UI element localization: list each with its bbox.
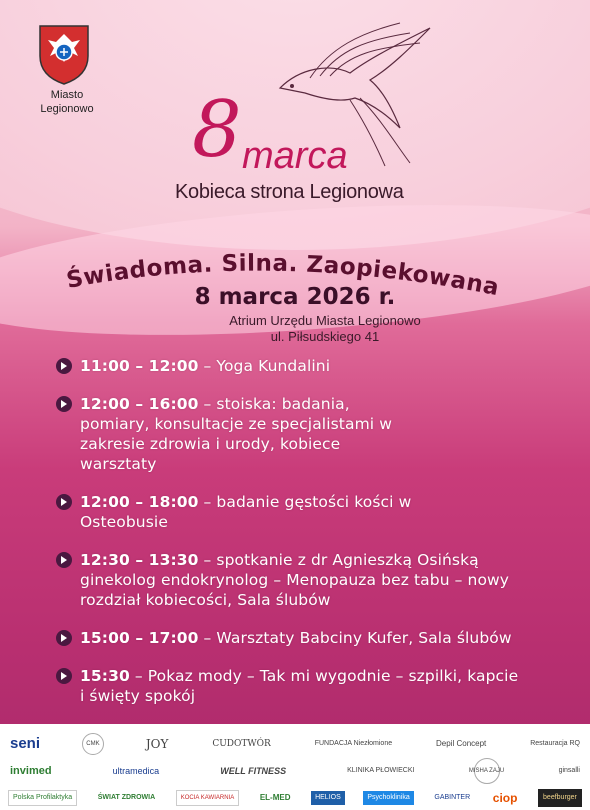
- city-crest-icon: [36, 22, 92, 86]
- sponsor-logo: CUDOTWÓR: [212, 738, 271, 749]
- agenda-desc: – stoiska: badania, pomiary, konsultacje ze specjalistami w zakresie zdrowia i urody, kobiece warsztaty: [80, 395, 392, 473]
- agenda-item: [56, 550, 526, 610]
- agenda-item-text: [80, 666, 526, 706]
- sponsor-logo: ŚWIAT ZDROWIA: [97, 794, 156, 801]
- agenda-time: 15:30: [80, 667, 130, 685]
- venue-line1: Atrium Urzędu Miasta Legionowo: [229, 313, 421, 328]
- city-name-line1: Miasto: [50, 89, 84, 101]
- sponsor-logo: KLINIKA PŁOWIECKI: [347, 767, 415, 774]
- sponsor-logo: invimed: [10, 764, 52, 777]
- agenda-item-text: [80, 394, 416, 474]
- city-name-line2: Legionowo: [40, 103, 94, 115]
- sponsor-logo: ciop: [492, 790, 518, 805]
- event-tagline: Kobieca strona Legionowa: [175, 181, 404, 203]
- sponsor-logo: Polska Profilaktyka: [8, 790, 77, 806]
- agenda-desc: – spotkanie z dr Agnieszką Osińską ginekolog endokrynolog – Menopauza bez tabu – nowy rozdział kobiecości, Sala ślubów: [80, 551, 510, 609]
- arrow-bullet-icon: [56, 552, 72, 568]
- agenda-time: 15:00 – 17:00: [80, 629, 199, 647]
- agenda-time: 12:30 – 13:30: [80, 551, 199, 569]
- sponsor-logo: seni: [10, 735, 41, 752]
- event-number: 8: [192, 85, 242, 175]
- arrow-bullet-icon: [56, 630, 72, 646]
- event-date: 8 marca 2026 r.: [194, 284, 396, 310]
- sponsor-logo: HELIOS: [311, 791, 345, 805]
- agenda-item-text: [80, 550, 526, 610]
- sponsor-logo: Psychoklinika: [363, 791, 413, 805]
- city-name: [22, 88, 112, 116]
- sponsor-logo: beefburger: [538, 789, 582, 807]
- agenda-desc: – badanie gęstości kości w Osteobusie: [80, 493, 412, 531]
- agenda-item: [56, 394, 416, 474]
- slogan-text: Świadoma. Silna. Zaopiekowana: [64, 250, 502, 302]
- sponsor-logo: Depil Concept: [436, 739, 487, 748]
- sponsor-logo: JOY: [145, 736, 169, 751]
- agenda-time: 12:00 – 18:00: [80, 493, 199, 511]
- agenda-item: [56, 492, 426, 532]
- agenda-list: [56, 356, 566, 724]
- sponsor-logo: Restauracja RQ: [530, 740, 580, 747]
- arrow-bullet-icon: [56, 494, 72, 510]
- agenda-desc: – Yoga Kundalini: [198, 357, 331, 375]
- agenda-item-text: [80, 628, 566, 648]
- agenda-item: [56, 666, 526, 706]
- event-month: marca: [242, 135, 348, 177]
- sponsor-logo: KOCIA KAWIARNIA: [176, 790, 239, 806]
- sponsor-logo: ginsalli: [558, 767, 580, 774]
- agenda-item-text: [80, 356, 566, 376]
- sponsor-logo: WELL FITNESS: [220, 765, 287, 776]
- arrow-bullet-icon: [56, 668, 72, 684]
- sponsor-logo: CMK: [82, 733, 104, 755]
- sponsor-logo: GABINTER: [434, 794, 471, 801]
- sponsor-logo: MISHA ZAJU: [474, 758, 500, 784]
- agenda-item: [56, 628, 566, 648]
- venue-line2: ul. Piłsudskiego 41: [270, 329, 380, 344]
- arrow-bullet-icon: [56, 358, 72, 374]
- arrow-bullet-icon: [56, 396, 72, 412]
- sponsors-row-1: [8, 730, 582, 757]
- event-venue: [0, 313, 590, 345]
- agenda-time: 12:00 – 16:00: [80, 395, 199, 413]
- sponsors-footer: [0, 724, 590, 810]
- sponsor-logo: ultramedica: [112, 765, 160, 776]
- sponsor-logo: EL-MED: [259, 793, 291, 802]
- agenda-time: 11:00 – 12:00: [80, 357, 199, 375]
- sponsor-logo: FUNDACJA Niezłomione: [314, 740, 393, 747]
- sponsors-row-2: [8, 757, 582, 784]
- agenda-item: [56, 356, 566, 376]
- agenda-desc: – Warsztaty Babciny Kufer, Sala ślubów: [198, 629, 512, 647]
- sponsors-row-3: [8, 784, 582, 810]
- agenda-item-text: [80, 492, 426, 532]
- agenda-desc: – Pokaz mody – Tak mi wygodnie – szpilki, kapcie i święty spokój: [80, 667, 519, 705]
